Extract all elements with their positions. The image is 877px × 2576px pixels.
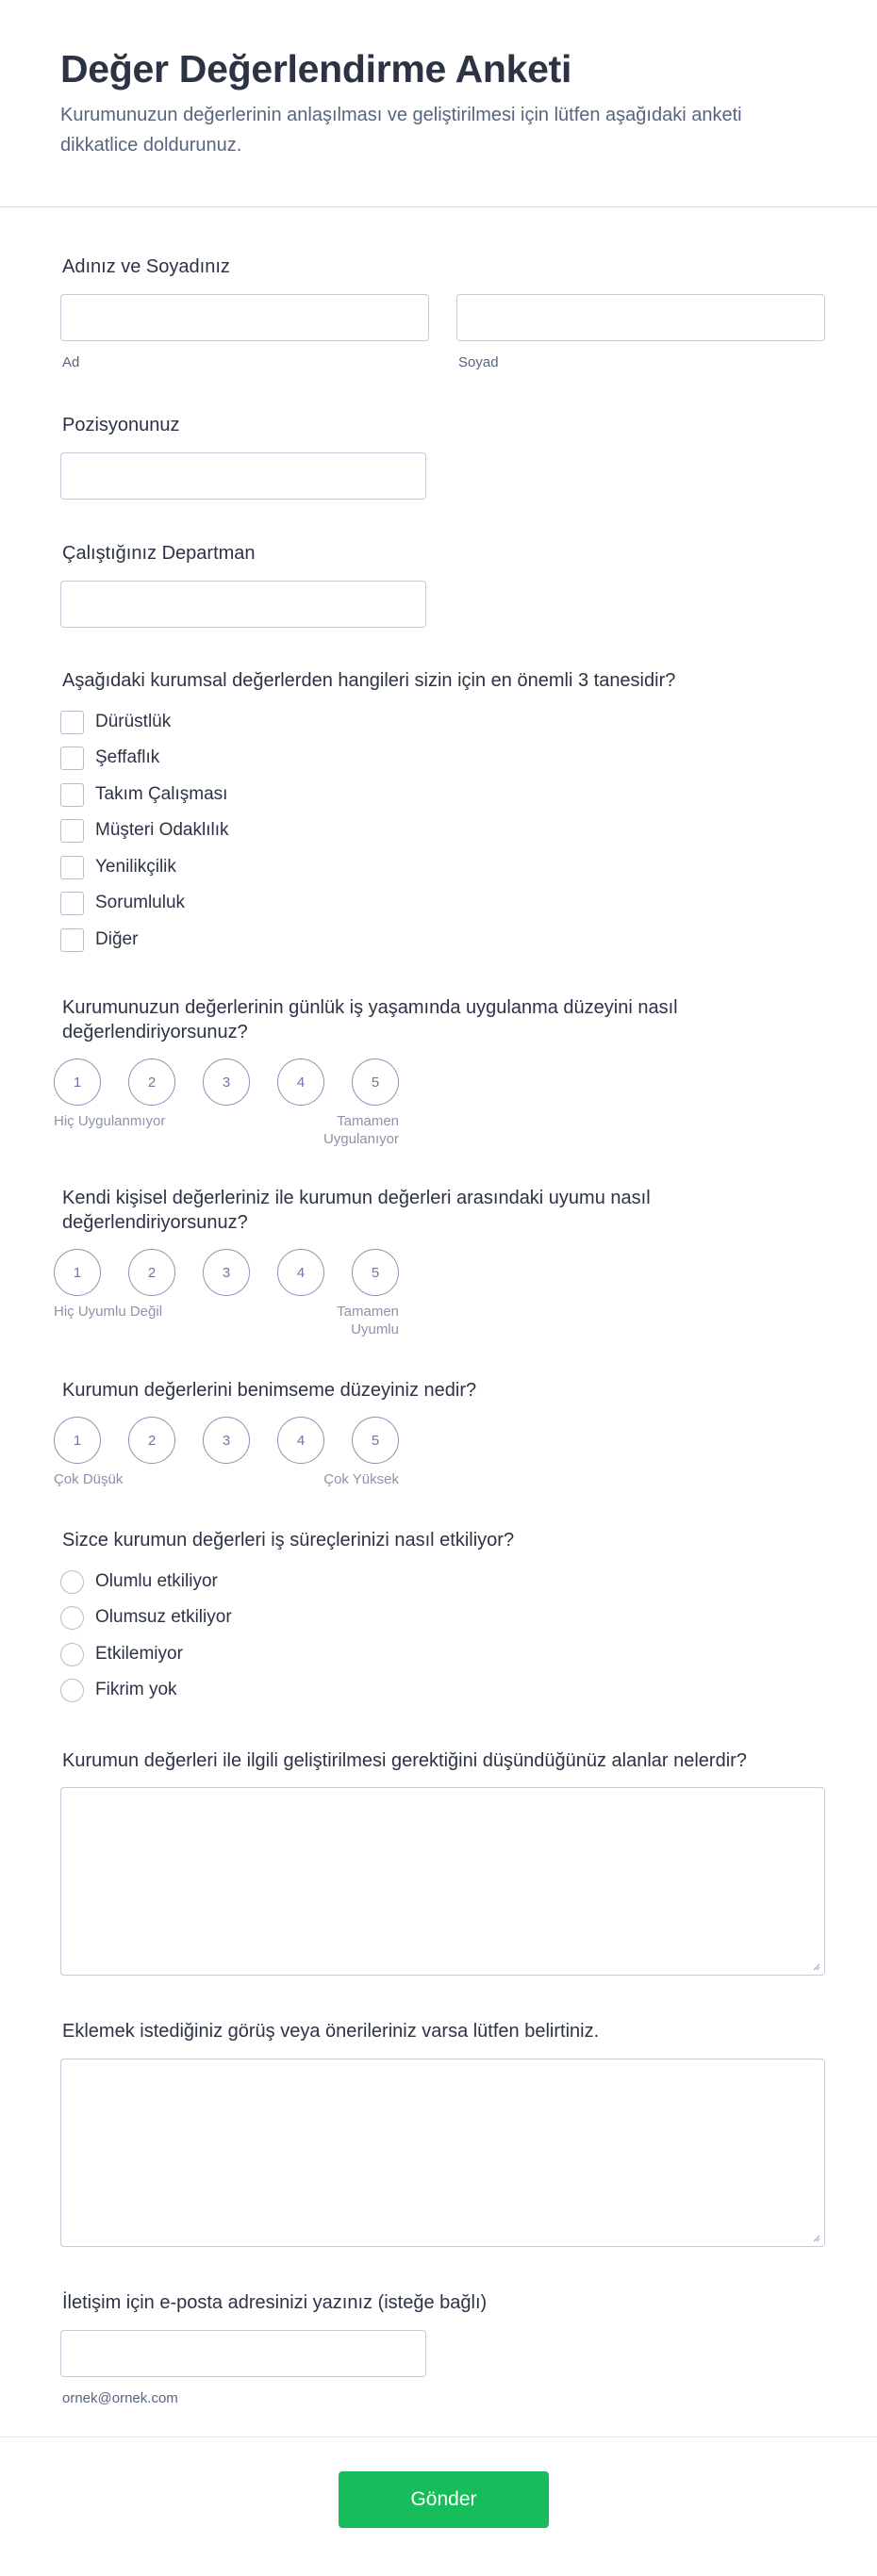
values-question-label: Aşağıdaki kurumsal değerlerden hangileri sizin için en önemli 3 tanesidir?	[62, 670, 676, 691]
position-label: Pozisyonunuz	[62, 415, 180, 435]
scale1-option-5[interactable]: 5	[352, 1058, 399, 1106]
scale1-option-2[interactable]: 2	[128, 1058, 175, 1106]
form-header	[0, 0, 877, 207]
scale2-option-5[interactable]: 5	[352, 1249, 399, 1296]
scale3-label: Kurumun değerlerini benimseme düzeyiniz nedir?	[62, 1380, 477, 1401]
checkbox-label: Diğer	[95, 929, 139, 949]
submit-button[interactable]: Gönder	[339, 2471, 549, 2528]
radio[interactable]	[60, 1679, 84, 1702]
radio-option[interactable]	[60, 1569, 218, 1594]
scale1-option-3[interactable]: 3	[203, 1058, 250, 1106]
position-input[interactable]	[60, 452, 426, 500]
scale2-option-3[interactable]: 3	[203, 1249, 250, 1296]
radio-label: Fikrim yok	[95, 1680, 177, 1699]
scale3-option-3[interactable]: 3	[203, 1417, 250, 1464]
scale1-option-1[interactable]: 1	[54, 1058, 101, 1106]
scale1-high-label: Tamamen Uygulanıyor	[323, 1113, 399, 1147]
resize-grip-icon[interactable]	[811, 2233, 820, 2242]
radio[interactable]	[60, 1643, 84, 1666]
radio-label: Olumsuz etkiliyor	[95, 1607, 232, 1627]
form-subtitle: Kurumunuzun değerlerinin anlaşılması ve geliştirilmesi için lütfen aşağıdaki anketi dikkatlice doldurunuz.	[60, 105, 742, 156]
scale3-option-4[interactable]: 4	[277, 1417, 324, 1464]
checkbox[interactable]	[60, 747, 84, 770]
checkbox-label: Sorumluluk	[95, 893, 186, 912]
scale2-option-1[interactable]: 1	[54, 1249, 101, 1296]
comments-textarea[interactable]	[60, 2059, 825, 2247]
checkbox[interactable]	[60, 819, 84, 843]
first-name-sublabel: Ad	[62, 354, 80, 370]
last-name-input[interactable]	[456, 294, 825, 341]
checkbox-option[interactable]	[60, 782, 227, 807]
checkbox[interactable]	[60, 892, 84, 915]
email-sublabel: ornek@ornek.com	[62, 2390, 178, 2406]
checkbox-label: Dürüstlük	[95, 712, 172, 731]
scale2-label: Kendi kişisel değerleriniz ile kurumun değerleri arasındaki uyumu nasıl değerlendiriyorsunuz?	[62, 1188, 651, 1233]
checkbox-option[interactable]	[60, 818, 228, 843]
radio-label: Olumlu etkiliyor	[95, 1571, 218, 1591]
checkbox-label: Takım Çalışması	[95, 784, 228, 804]
department-label: Çalıştığınız Departman	[62, 543, 256, 564]
radio-label: Etkilemiyor	[95, 1644, 183, 1664]
email-input[interactable]	[60, 2330, 426, 2377]
checkbox[interactable]	[60, 856, 84, 879]
department-input[interactable]	[60, 581, 426, 628]
scale3-option-2[interactable]: 2	[128, 1417, 175, 1464]
scale1-option-4[interactable]: 4	[277, 1058, 324, 1106]
email-label: İletişim için e-posta adresinizi yazınız (isteğe bağlı)	[62, 2292, 488, 2313]
improve-label: Kurumun değerleri ile ilgili geliştirilmesi gerektiğini düşündüğünüz alanlar nelerdir?	[62, 1750, 747, 1771]
checkbox[interactable]	[60, 783, 84, 807]
scale2-option-2[interactable]: 2	[128, 1249, 175, 1296]
scale1-low-label: Hiç Uygulanmıyor	[54, 1113, 166, 1129]
checkbox[interactable]	[60, 928, 84, 952]
scale3-high-label: Çok Yüksek	[323, 1471, 399, 1487]
checkbox-option[interactable]	[60, 746, 159, 770]
scale2-high-label: Tamamen Uyumlu	[337, 1304, 399, 1337]
checkbox-label: Yenilikçilik	[95, 857, 176, 877]
checkbox-label: Şeffaflık	[95, 747, 160, 767]
form-title: Değer Değerlendirme Anketi	[60, 47, 572, 90]
last-name-sublabel: Soyad	[458, 354, 499, 370]
checkbox[interactable]	[60, 711, 84, 734]
scale3-low-label: Çok Düşük	[54, 1471, 124, 1487]
scale2-option-4[interactable]: 4	[277, 1249, 324, 1296]
checkbox-option[interactable]	[60, 927, 138, 952]
checkbox-option[interactable]	[60, 855, 176, 879]
name-label: Adınız ve Soyadınız	[62, 256, 230, 277]
scale2-low-label: Hiç Uyumlu Değil	[54, 1304, 163, 1320]
scale3-option-5[interactable]: 5	[352, 1417, 399, 1464]
checkbox-option[interactable]	[60, 710, 171, 734]
radio[interactable]	[60, 1570, 84, 1594]
comments-label: Eklemek istediğiniz görüş veya önerileriniz varsa lütfen belirtiniz.	[62, 2021, 600, 2042]
impact-label: Sizce kurumun değerleri iş süreçlerinizi nasıl etkiliyor?	[62, 1530, 515, 1551]
checkbox-label: Müşteri Odaklılık	[95, 820, 229, 840]
first-name-input[interactable]	[60, 294, 429, 341]
radio-option[interactable]	[60, 1605, 232, 1630]
radio-option[interactable]	[60, 1678, 177, 1702]
scale1-label: Kurumunuzun değerlerinin günlük iş yaşamında uygulanma düzeyini nasıl değerlendiriyorsunuz?	[62, 997, 678, 1042]
scale3-option-1[interactable]: 1	[54, 1417, 101, 1464]
resize-grip-icon[interactable]	[811, 1961, 820, 1971]
improve-textarea[interactable]	[60, 1787, 825, 1976]
radio-option[interactable]	[60, 1642, 183, 1666]
checkbox-option[interactable]	[60, 891, 185, 915]
radio[interactable]	[60, 1606, 84, 1630]
